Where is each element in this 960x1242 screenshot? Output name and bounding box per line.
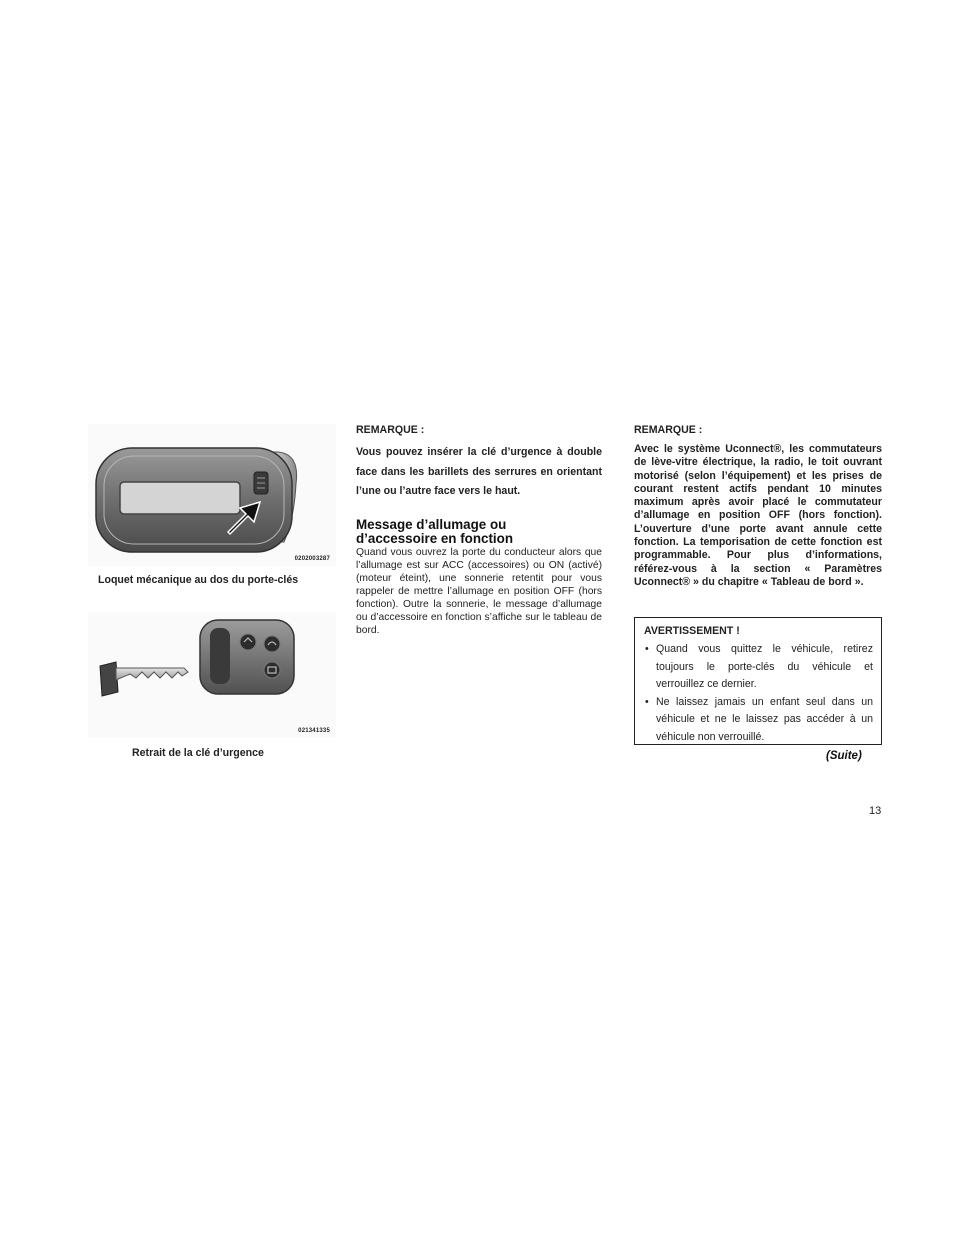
figure-emergency-key-removal: [88, 612, 336, 738]
column-right: [634, 424, 882, 589]
warning-box: [634, 617, 882, 745]
figure-caption: Loquet mécanique au dos du porte-clés: [98, 574, 299, 586]
bullet-icon: •: [645, 695, 649, 708]
figure-code: 0202003287: [294, 556, 330, 562]
section-heading: [356, 518, 602, 546]
section-heading-line2: d’accessoire en fonction: [356, 530, 514, 546]
warning-title: AVERTISSEMENT !: [644, 625, 740, 637]
list-item: [644, 694, 873, 747]
warning-list: [644, 641, 873, 746]
figure-key-fob-back: [88, 424, 336, 566]
list-item: [644, 641, 873, 694]
column-middle: [356, 424, 602, 637]
note-label: REMARQUE :: [356, 424, 425, 436]
note-label: REMARQUE :: [634, 424, 703, 436]
figure-code: 021341335: [298, 728, 330, 734]
key-fob-back-illustration: [88, 424, 336, 566]
emergency-key-illustration: [88, 612, 336, 738]
note-body: Avec le système Uconnect®, les commutateurs de lève-vitre électrique, la radio, le toit ouvrant motorisé (selon l’équipement) et les prises de courant restent actifs pendant 10 minutes maximum après avoir placé le commutateur d’allumage en position OFF (hors fonction). L’ouverture d’une porte avant annule cette fonction. La temporisation de cette fonction est programmable. Pour plus d’informations, référez-vous à la section « Paramètres Uconnect® » du chapitre « Tableau de bord ».: [634, 443, 882, 588]
warning-item-text: Ne laissez jamais un enfant seul dans un véhicule et ne le laissez pas accéder à un véhicule non verrouillé.: [656, 695, 873, 743]
warning-item-text: Quand vous quittez le véhicule, retirez toujours le porte-clés du véhicule et verrouillez ce dernier.: [656, 643, 873, 690]
bullet-icon: •: [645, 643, 649, 655]
note-body: Vous pouvez insérer la clé d’urgence à double face dans les barillets des serrures en orientant l’une ou l’autre face vers le haut.: [356, 446, 602, 497]
continued-label: (Suite): [826, 750, 862, 762]
section-heading-line1: Message d’allumage ou: [356, 516, 507, 532]
section-body: Quand vous ouvrez la porte du conducteur alors que l’allumage est sur ACC (accessoires) ou ON (activé) (moteur éteint), une sonnerie retentit pour vous rappeler de mettre l’allumage en position OFF (hors fonction). Outre la sonnerie, le message d’allumage ou d’accessoire en fonction s’affiche sur le tableau de bord.: [356, 546, 602, 636]
page-number: 13: [869, 805, 882, 817]
figure-caption: Retrait de la clé d’urgence: [132, 747, 264, 759]
